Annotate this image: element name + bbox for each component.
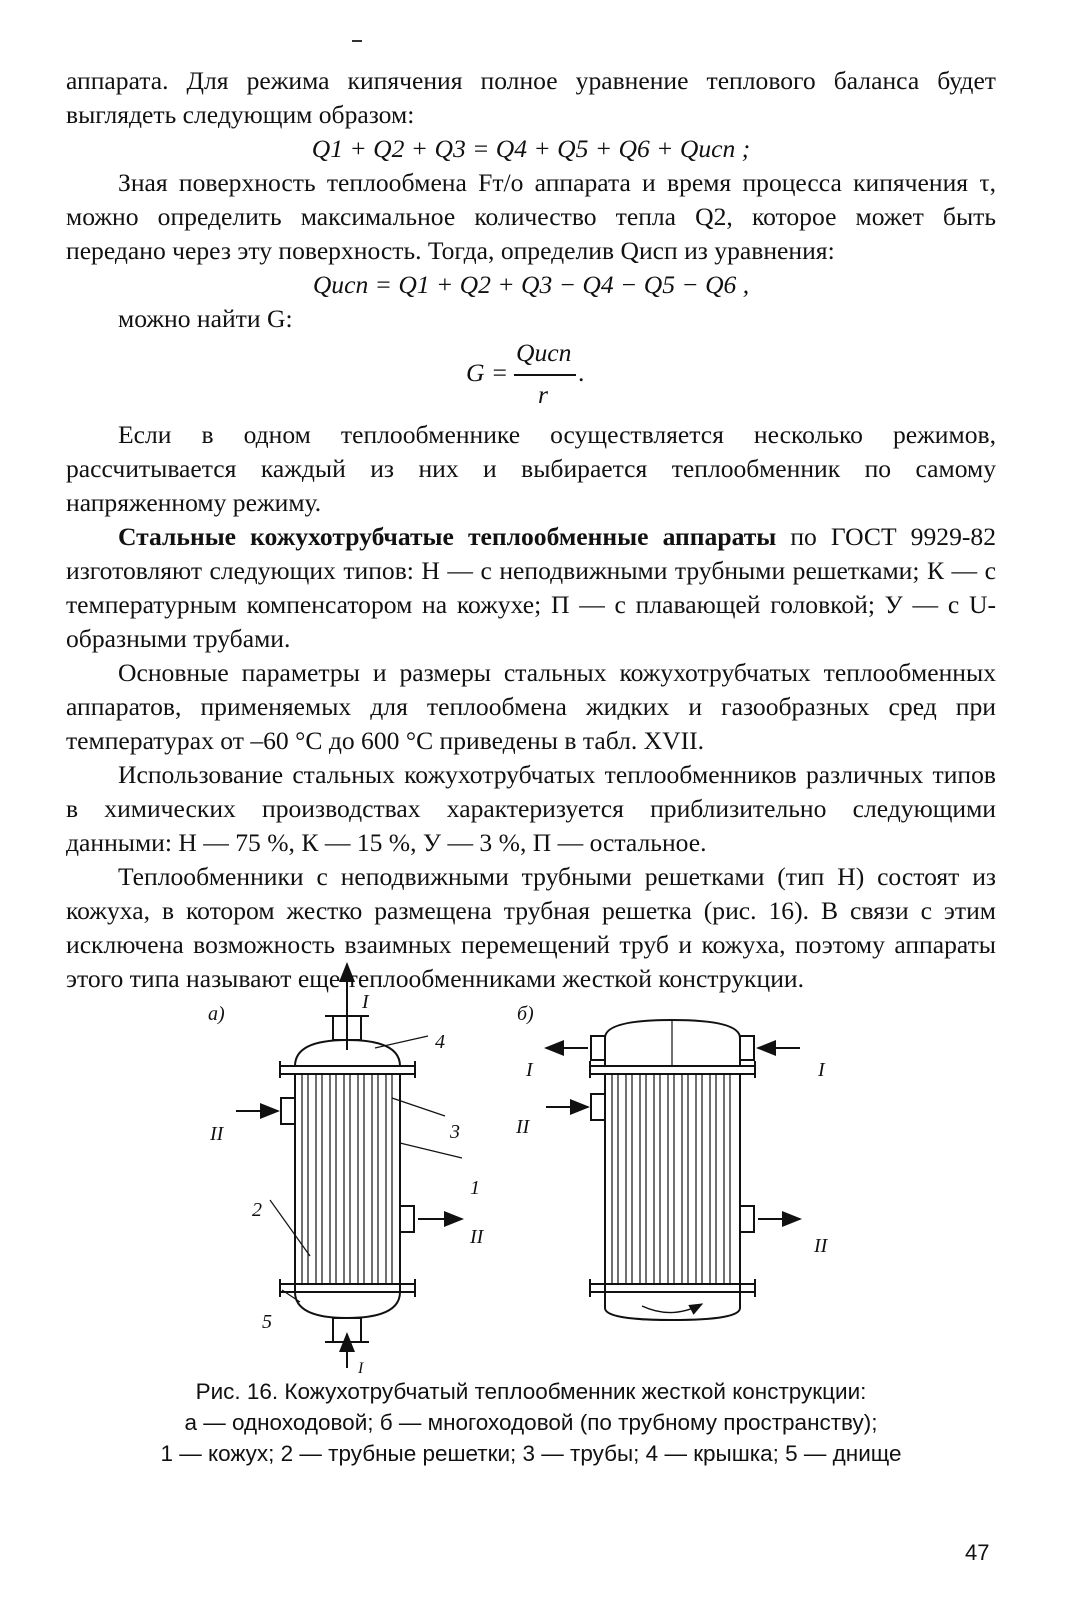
paragraph: Если в одном теплообменнике осуществляется несколько режимов, рассчитывается каждый из них и выбирается теплообменник по самому напряженному режиму. xyxy=(66,420,996,517)
exchanger-a xyxy=(208,964,485,1377)
paragraph: можно найти G: xyxy=(118,304,293,333)
equation-g-numerator: Qисп xyxy=(516,338,572,367)
label-a: а) xyxy=(208,1003,225,1025)
caption-line: 1 — кожух; 2 — трубные решетки; 3 — трубы; 4 — крышка; 5 — днище xyxy=(160,1441,902,1466)
paragraph: Основные параметры и размеры стальных кожухотрубчатых теплообменных аппаратов, применяемых для теплообмена жидких и газообразных сред при температурах от –60 °С до 600 °С приведены в табл. XVII. xyxy=(66,658,996,755)
part-number: 4 xyxy=(435,1031,445,1053)
stream-label: II xyxy=(814,1235,828,1257)
caption-line: Рис. 16. Кожухотрубчатый теплообменник жесткой конструкции: xyxy=(195,1379,867,1404)
bold-term: Стальные кожухотрубчатые теплообменные аппараты xyxy=(118,522,777,551)
part-number: 2 xyxy=(252,1199,262,1221)
paragraph xyxy=(66,520,996,656)
part-number: 3 xyxy=(450,1121,460,1143)
equation-q-evaporation: Qисп = Q1 + Q2 + Q3 − Q4 − Q5 − Q6 , xyxy=(312,270,750,299)
caption-line: а — одноходовой; б — многоходовой (по трубному пространству); xyxy=(184,1410,878,1435)
equation-g xyxy=(66,338,996,416)
part-number: 1 xyxy=(470,1177,480,1199)
equation-g-lhs: G = xyxy=(466,358,509,387)
heat-exchanger-figure xyxy=(160,958,880,1377)
stream-label: I xyxy=(818,1059,825,1081)
stream-label: I xyxy=(358,1360,364,1377)
paragraph: Зная поверхность теплообмена Fт/о аппарата и время процесса кипячения τ, можно определить максимальное количество тепла Q2, которое может быть передано через эту поверхность. Тогда, определив Qисп из уравнения: xyxy=(66,168,996,265)
label-b: б) xyxy=(517,1003,534,1025)
equation-g-denominator: r xyxy=(538,380,548,409)
paragraph-rest: по ГОСТ 9929-82 изготовляют следующих типов: Н — с неподвижными трубными решетками; К — с температурным компенсатором на кожухе; П — с плавающей головкой; У — с U-образными трубами. xyxy=(66,522,996,653)
paragraph: Теплообменники с неподвижными трубными решетками (тип Н) состоят из кожуха, в котором жестко размещена трубная решетка (рис. 16). В связи с этим исключена возможность взаимных перемещений труб и кожуха, поэтому аппараты этого типа называют еще теплообменниками жесткой конструкции. xyxy=(66,862,996,993)
page-number: 47 xyxy=(965,1540,990,1565)
paragraph: Использование стальных кожухотрубчатых теплообменников различных типов в химических производствах характеризуется приблизительно следующими данными: Н — 75 %, К — 15 %, У — 3 %, П — остальное. xyxy=(66,760,996,857)
stream-label: II xyxy=(470,1226,484,1248)
tubes-b xyxy=(612,1074,730,1284)
page-text xyxy=(66,30,996,996)
stream-label: II xyxy=(516,1116,530,1138)
tubes-a xyxy=(302,1074,392,1284)
stream-label: I xyxy=(526,1059,533,1081)
part-number: 5 xyxy=(262,1311,272,1333)
equation-heat-balance: Q1 + Q2 + Q3 = Q4 + Q5 + Q6 + Qисп ; xyxy=(311,134,751,163)
stream-label: I xyxy=(362,991,369,1013)
fraction-bar xyxy=(514,374,576,376)
exchanger-b xyxy=(515,1003,829,1320)
figure-caption xyxy=(66,1376,996,1469)
stream-label: II xyxy=(210,1123,224,1145)
equation-g-period: . xyxy=(578,358,585,387)
paragraph: аппарата. Для режима кипячения полное уравнение теплового баланса будет выглядеть следующим образом: xyxy=(66,66,996,129)
